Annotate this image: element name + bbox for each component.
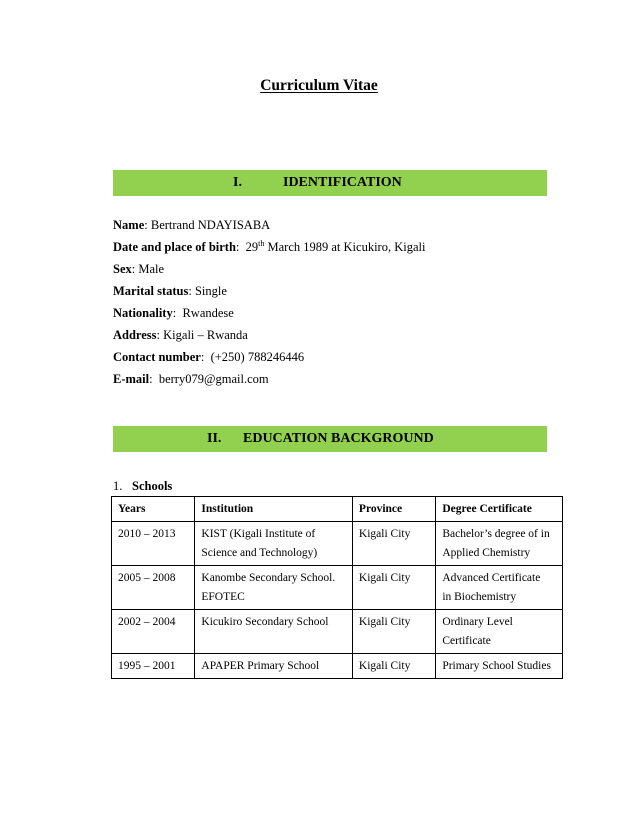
section-label: EDUCATION BACKGROUND xyxy=(243,431,434,446)
field-label: Address xyxy=(113,328,157,342)
document-title-text: Curriculum Vitae xyxy=(260,77,378,94)
cell-institution xyxy=(195,522,353,566)
column-header-degree: Degree Certificate xyxy=(436,497,563,522)
cell-line: Applied Chemistry xyxy=(442,547,531,559)
field-label: E-mail xyxy=(113,372,150,386)
name-row: Name: Bertrand NDAYISABA xyxy=(113,218,271,232)
education-table xyxy=(111,496,563,679)
cell-degree xyxy=(436,522,563,566)
cell-line: Ordinary Level xyxy=(442,616,513,628)
list-number: 1. xyxy=(113,479,123,493)
field-label: Sex xyxy=(113,262,132,276)
cell-line: Kanombe Secondary School. xyxy=(201,572,336,584)
identification-list xyxy=(113,217,563,393)
section-label: IDENTIFICATION xyxy=(283,175,402,190)
field-value: Kigali – Rwanda xyxy=(163,328,248,342)
cell-years: 2010 – 2013 xyxy=(112,522,195,566)
cell-degree xyxy=(436,610,563,654)
section-header-identification xyxy=(113,170,547,196)
address-row: Address: Kigali – Rwanda xyxy=(113,328,248,342)
field-value-ordinal: th xyxy=(258,238,265,248)
schools-heading-text: Schools xyxy=(132,479,173,493)
section-number: II. xyxy=(207,431,222,446)
table-row xyxy=(112,522,563,566)
cell-province: Kigali City xyxy=(352,654,435,679)
field-label: Name xyxy=(113,218,145,232)
cell-line: KIST (Kigali Institute of xyxy=(201,528,316,540)
field-label: Contact number xyxy=(113,350,201,364)
cell-line: EFOTEC xyxy=(201,591,245,603)
cell-province: Kigali City xyxy=(352,566,435,610)
column-header-province: Province xyxy=(352,497,435,522)
field-value: (+250) 788246446 xyxy=(210,350,305,364)
field-value: March 1989 at Kicukiro, Kigali xyxy=(267,240,426,254)
cell-institution xyxy=(195,566,353,610)
table-row xyxy=(112,566,563,610)
field-value: Male xyxy=(138,262,165,276)
birth-row: Date and place of birth: 29th March 1989 at Kicukiro, Kigali xyxy=(113,238,426,254)
cell-years: 2002 – 2004 xyxy=(112,610,195,654)
field-label: Marital status xyxy=(113,284,189,298)
cell-line: Advanced Certificate xyxy=(442,572,541,584)
column-header-institution: Institution xyxy=(195,497,353,522)
table-row xyxy=(112,654,563,679)
sex-row: Sex: Male xyxy=(113,262,165,276)
section-number: I. xyxy=(233,175,242,190)
cell-degree xyxy=(436,566,563,610)
email-row: E-mail: berry079@gmail.com xyxy=(113,372,269,386)
table-header-row xyxy=(112,497,563,522)
nationality-row: Nationality: Rwandese xyxy=(113,306,234,320)
cell-degree: Primary School Studies xyxy=(436,654,563,679)
column-header-years: Years xyxy=(112,497,195,522)
marital-status-row: Marital status: Single xyxy=(113,284,227,298)
cell-institution xyxy=(195,610,353,654)
cell-line: Certificate xyxy=(442,635,491,647)
cell-years: 2005 – 2008 xyxy=(112,566,195,610)
field-value: berry079@gmail.com xyxy=(158,372,269,386)
cell-province: Kigali City xyxy=(352,522,435,566)
cell-institution: APAPER Primary School xyxy=(195,654,353,679)
cell-line: in Biochemistry xyxy=(442,591,517,603)
field-value: Rwandese xyxy=(182,306,234,320)
document-title xyxy=(0,77,638,95)
field-label: Date and place of birth xyxy=(113,240,236,254)
cell-province: Kigali City xyxy=(352,610,435,654)
cell-line: Science and Technology) xyxy=(201,547,318,559)
schools-heading xyxy=(113,479,172,494)
contact-row: Contact number: (+250) 788246446 xyxy=(113,350,305,364)
section-header-education xyxy=(113,426,547,452)
cell-line: Kicukiro Secondary School xyxy=(201,616,329,628)
cell-line: Bachelor’s degree of in xyxy=(442,528,550,540)
cell-years: 1995 – 2001 xyxy=(112,654,195,679)
field-value-day: 29 xyxy=(245,240,259,254)
field-label: Nationality xyxy=(113,306,173,320)
table-row xyxy=(112,610,563,654)
field-value: Single xyxy=(194,284,227,298)
field-value: Bertrand NDAYISABA xyxy=(150,218,271,232)
